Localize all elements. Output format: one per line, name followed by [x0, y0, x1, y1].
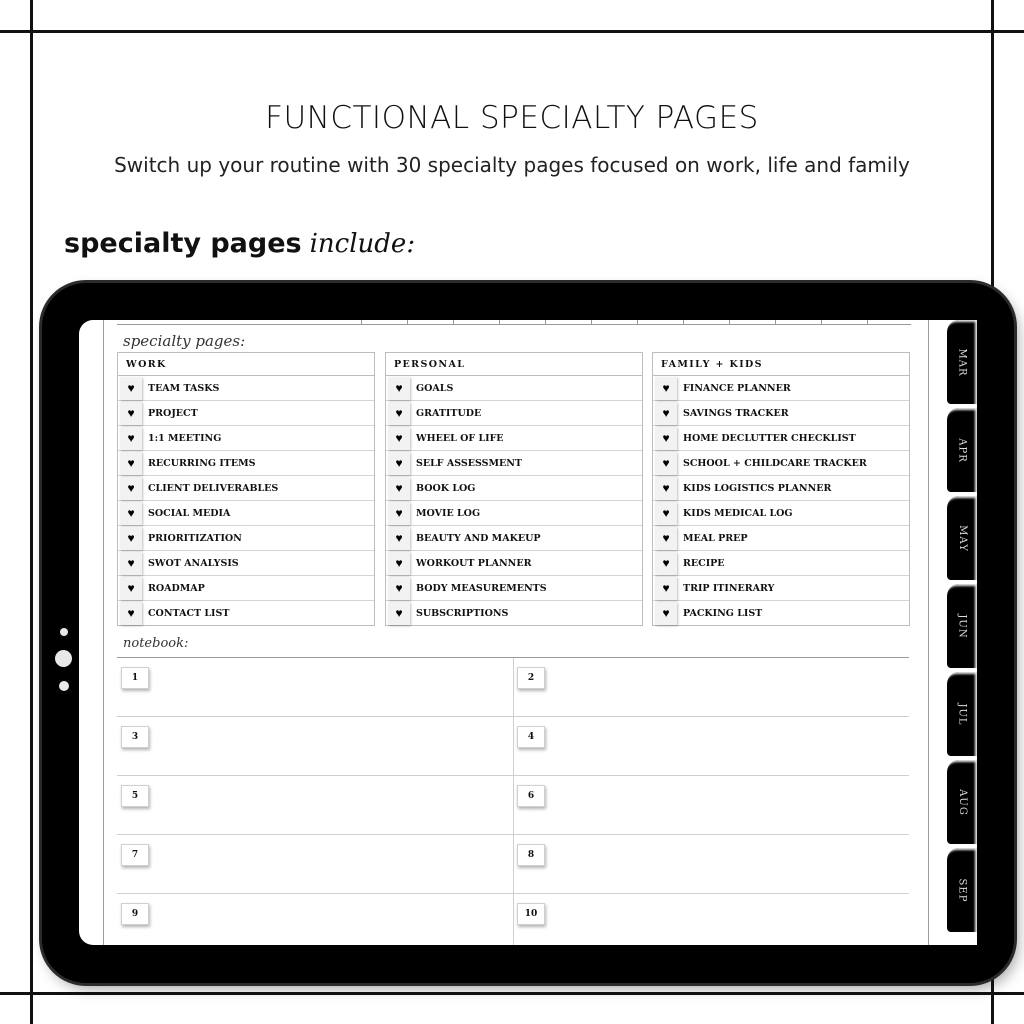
- month-tab-apr[interactable]: [947, 408, 977, 492]
- specialty-page-label: MEAL PREP: [683, 532, 748, 544]
- specialty-pages-label: specialty pages:: [123, 332, 246, 350]
- month-tab-label: JUL: [956, 702, 968, 726]
- heading-bold: specialty pages: [64, 228, 302, 259]
- heart-icon: ♥: [120, 602, 142, 625]
- heart-icon: ♥: [388, 427, 410, 450]
- specialty-page-label: BOOK LOG: [416, 482, 476, 494]
- section-heading: [64, 228, 415, 259]
- heart-icon: ♥: [655, 552, 677, 575]
- specialty-page-link[interactable]: [118, 476, 374, 501]
- specialty-page-label: BODY MEASUREMENTS: [416, 582, 547, 594]
- notebook-number-button[interactable]: 6: [517, 785, 545, 807]
- heart-icon: ♥: [120, 402, 142, 425]
- specialty-page-link[interactable]: [653, 476, 909, 501]
- heart-icon: ♥: [120, 527, 142, 550]
- specialty-page-link[interactable]: [386, 526, 642, 551]
- heart-icon: ♥: [388, 402, 410, 425]
- notebook-number-button[interactable]: 3: [121, 726, 149, 748]
- notebook-cell[interactable]: [513, 894, 909, 945]
- specialty-page-label: SOCIAL MEDIA: [148, 507, 231, 519]
- notebook-number-button[interactable]: 9: [121, 903, 149, 925]
- specialty-page-label: GOALS: [416, 382, 454, 394]
- month-tab-jul[interactable]: [947, 672, 977, 756]
- month-tab-label-wrap: [947, 320, 977, 404]
- specialty-page-link[interactable]: [118, 451, 374, 476]
- heart-icon: ♥: [388, 502, 410, 525]
- notebook-cell[interactable]: [513, 835, 909, 894]
- month-tab-aug[interactable]: [947, 760, 977, 844]
- notebook-label: notebook:: [123, 636, 189, 651]
- heart-icon: ♥: [388, 552, 410, 575]
- specialty-page-link[interactable]: [386, 376, 642, 401]
- camera-dot-bottom: [59, 681, 69, 691]
- camera-dot-top: [60, 628, 68, 636]
- specialty-page-label: SELF ASSESSMENT: [416, 457, 522, 469]
- month-tab-sep[interactable]: [947, 848, 977, 932]
- specialty-page-link[interactable]: [386, 551, 642, 576]
- notebook-number-button[interactable]: 2: [517, 667, 545, 689]
- specialty-page-label: SWOT ANALYSIS: [148, 557, 239, 569]
- notebook-number-button[interactable]: 4: [517, 726, 545, 748]
- heart-icon: ♥: [388, 602, 410, 625]
- specialty-page-link[interactable]: [118, 551, 374, 576]
- specialty-page-link[interactable]: [653, 401, 909, 426]
- heart-icon: ♥: [120, 452, 142, 475]
- month-tab-label: SEP: [956, 878, 968, 902]
- notebook-cell[interactable]: [513, 717, 909, 776]
- month-tab-label: MAR: [956, 348, 968, 376]
- column-title: WORK: [118, 353, 374, 376]
- specialty-column-family-kids: [652, 352, 910, 626]
- heart-icon: ♥: [655, 402, 677, 425]
- specialty-page-link[interactable]: [118, 526, 374, 551]
- hero-subtitle: Switch up your routine with 30 specialty pages focused on work, life and family: [114, 153, 910, 177]
- heart-icon: ♥: [388, 577, 410, 600]
- month-tab-label-wrap: [947, 672, 977, 756]
- month-tab-label: MAY: [956, 524, 968, 552]
- specialty-page-label: RECIPE: [683, 557, 725, 569]
- heading-script: include:: [309, 229, 416, 259]
- heart-icon: ♥: [388, 477, 410, 500]
- specialty-page-label: WORKOUT PLANNER: [416, 557, 532, 569]
- frame-line-top: [0, 30, 1024, 33]
- notebook-number-button[interactable]: 1: [121, 667, 149, 689]
- specialty-page-link[interactable]: [653, 601, 909, 625]
- specialty-page-label: SCHOOL + CHILDCARE TRACKER: [683, 457, 867, 469]
- month-tab-mar[interactable]: [947, 320, 977, 404]
- heart-icon: ♥: [120, 552, 142, 575]
- heart-icon: ♥: [388, 377, 410, 400]
- specialty-page-label: HOME DECLUTTER CHECKLIST: [683, 432, 856, 444]
- specialty-page-link[interactable]: [653, 451, 909, 476]
- notebook-number-button[interactable]: 8: [517, 844, 545, 866]
- specialty-page-label: GRATITUDE: [416, 407, 482, 419]
- specialty-page-link[interactable]: [653, 426, 909, 451]
- heart-icon: ♥: [120, 377, 142, 400]
- heart-icon: ♥: [120, 427, 142, 450]
- specialty-page-label: KIDS MEDICAL LOG: [683, 507, 793, 519]
- notebook-number-button[interactable]: 5: [121, 785, 149, 807]
- heart-icon: ♥: [655, 502, 677, 525]
- month-tabs: [947, 320, 977, 945]
- specialty-page-link[interactable]: [118, 576, 374, 601]
- month-tab-label-wrap: [947, 496, 977, 580]
- page-top-strip: [117, 320, 911, 325]
- specialty-page-link[interactable]: [386, 476, 642, 501]
- heart-icon: ♥: [120, 502, 142, 525]
- heart-icon: ♥: [388, 527, 410, 550]
- specialty-page-link[interactable]: [118, 601, 374, 625]
- heart-icon: ♥: [120, 477, 142, 500]
- heart-icon: ♥: [655, 377, 677, 400]
- heart-icon: ♥: [655, 477, 677, 500]
- month-tab-label: JUN: [956, 613, 968, 639]
- specialty-page-link[interactable]: [386, 576, 642, 601]
- hero-title: FUNCTIONAL SPECIALTY PAGES: [265, 100, 759, 136]
- notebook-grid: [117, 657, 909, 945]
- specialty-page-label: BEAUTY AND MAKEUP: [416, 532, 541, 544]
- heart-icon: ♥: [655, 452, 677, 475]
- specialty-page-label: PACKING LIST: [683, 607, 763, 619]
- specialty-column-personal: [385, 352, 643, 626]
- specialty-page-link[interactable]: [118, 501, 374, 526]
- specialty-page-label: FINANCE PLANNER: [683, 382, 791, 394]
- specialty-page-label: TRIP ITINERARY: [683, 582, 775, 594]
- specialty-page-label: CONTACT LIST: [148, 607, 230, 619]
- column-title: FAMILY + KIDS: [653, 353, 909, 376]
- specialty-column-work: [117, 352, 375, 626]
- month-tab-label: AUG: [956, 788, 968, 816]
- specialty-page-link[interactable]: [653, 551, 909, 576]
- notebook-cell[interactable]: [513, 776, 909, 835]
- specialty-page-link[interactable]: [118, 401, 374, 426]
- month-tab-label-wrap: [947, 584, 977, 668]
- tablet-screen: [79, 320, 977, 945]
- month-tab-jun[interactable]: [947, 584, 977, 668]
- month-tab-label-wrap: [947, 848, 977, 932]
- specialty-page-link[interactable]: [118, 426, 374, 451]
- month-tab-may[interactable]: [947, 496, 977, 580]
- specialty-page-link[interactable]: [118, 376, 374, 401]
- specialty-page-label: PRIORITIZATION: [148, 532, 242, 544]
- specialty-page-link[interactable]: [653, 526, 909, 551]
- camera-lens: [55, 650, 72, 667]
- specialty-page-link[interactable]: [386, 401, 642, 426]
- heart-icon: ♥: [120, 577, 142, 600]
- heart-icon: ♥: [655, 577, 677, 600]
- specialty-page-label: SAVINGS TRACKER: [683, 407, 789, 419]
- notebook-cell[interactable]: [117, 894, 513, 945]
- specialty-page-label: KIDS LOGISTICS PLANNER: [683, 482, 832, 494]
- heart-icon: ♥: [388, 452, 410, 475]
- notebook-number-button[interactable]: 7: [121, 844, 149, 866]
- notebook-cell[interactable]: [117, 658, 513, 717]
- notebook-cell[interactable]: [513, 658, 909, 717]
- specialty-page-link[interactable]: [653, 376, 909, 401]
- notebook-cell[interactable]: [117, 717, 513, 776]
- notebook-cell[interactable]: [117, 835, 513, 894]
- specialty-page-link[interactable]: [386, 426, 642, 451]
- specialty-page-label: CLIENT DELIVERABLES: [148, 482, 279, 494]
- heart-icon: ♥: [655, 427, 677, 450]
- month-tab-label-wrap: [947, 408, 977, 492]
- specialty-page-link[interactable]: [386, 601, 642, 625]
- specialty-page-link[interactable]: [386, 501, 642, 526]
- month-tab-label-wrap: [947, 760, 977, 844]
- notebook-cell[interactable]: [117, 776, 513, 835]
- notebook-number-button[interactable]: 10: [517, 903, 545, 925]
- specialty-page-link[interactable]: [653, 576, 909, 601]
- specialty-page-label: ROADMAP: [148, 582, 205, 594]
- month-tab-label: APR: [956, 437, 968, 463]
- specialty-page-link[interactable]: [653, 501, 909, 526]
- frame-line-bottom: [0, 992, 1024, 995]
- specialty-page-label: MOVIE LOG: [416, 507, 481, 519]
- specialty-page-label: WHEEL OF LIFE: [416, 432, 504, 444]
- specialty-page-link[interactable]: [386, 451, 642, 476]
- specialty-page-label: PROJECT: [148, 407, 198, 419]
- specialty-page-label: 1:1 MEETING: [148, 432, 222, 444]
- heart-icon: ♥: [655, 602, 677, 625]
- specialty-page-label: SUBSCRIPTIONS: [416, 607, 509, 619]
- column-title: PERSONAL: [386, 353, 642, 376]
- specialty-page-label: TEAM TASKS: [148, 382, 220, 394]
- heart-icon: ♥: [655, 527, 677, 550]
- specialty-page-label: RECURRING ITEMS: [148, 457, 256, 469]
